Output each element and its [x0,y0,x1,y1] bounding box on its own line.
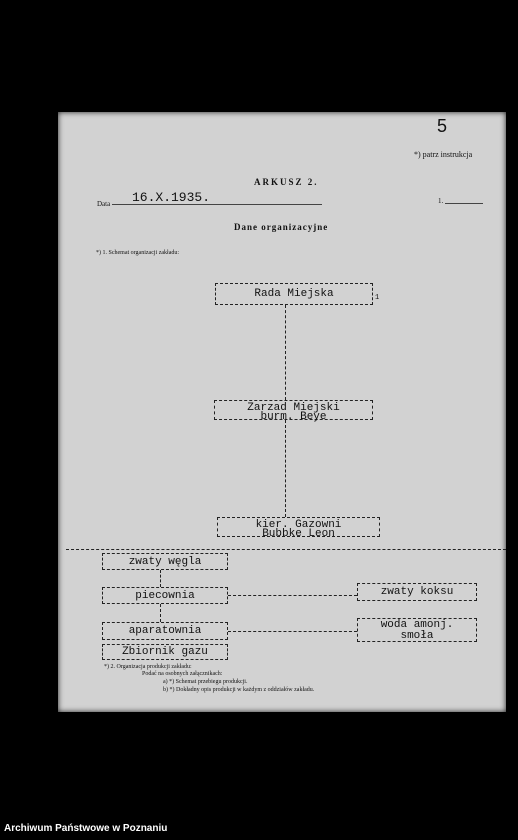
connector-rada-zarzad [285,305,286,400]
instruction-note: *) patrz instrukcja [414,150,473,159]
zwaty-wegla-box [102,553,228,570]
section-separator [66,549,506,550]
zbiornik-label: Zbiornik gazu [122,646,208,658]
zarzad-miejski-box [214,400,373,423]
date-value: 16.X.1935. [132,190,211,205]
item2-sub: Podać na osobnych załącznikach: [142,671,223,677]
sheet-title: ARKUSZ 2. [254,177,319,187]
woda-smola-box [357,618,477,642]
rada-mark: 1 [375,294,380,302]
connector-wegiel-piec [160,570,161,587]
item1-label: *) 1. Schemat organizacji zakładu: [96,250,180,256]
piecownia-label: piecownia [135,590,195,602]
item2-label: *) 2. Organizacja produkcji zakładu: [104,664,192,670]
zwaty-koksu-label: zwaty koksu [380,586,454,598]
item2-a: a) *) Schemat przebiegu produkcji. [163,679,248,685]
item2-b: b) *) Dokładny opis produkcji w każdym z oddziałów zakładu. [163,687,315,693]
zwaty-wegla-label: zwaty węgla [128,556,202,568]
date-underline [112,204,322,205]
zarzad-line1: Zarzad Miejski [247,402,340,414]
piecownia-box [102,587,228,604]
zwaty-koksu-box [357,583,477,601]
connector-aparat-woda [228,631,357,632]
page-number: 5 [437,116,448,136]
kier-line1: kier. Gazowni [255,519,342,531]
date-label: Data [97,200,111,208]
rada-miejska-box [215,283,373,305]
archive-caption: Archiwum Państwowe w Poznaniu [4,823,168,834]
rada-miejska-label: Rada Miejska [254,288,334,300]
connector-piec-aparat [160,604,161,622]
connector-piec-koks [228,595,357,596]
right-field-label: 1. [438,197,444,205]
aparatownia-box [102,622,228,640]
connector-zarzad-kier [285,420,286,517]
section-title: Dane organizacyjne [234,222,329,232]
kier-line2: Bubbke Leon [262,528,335,540]
zbiornik-box [102,644,228,660]
zarzad-line2: burm. Beye [260,411,327,423]
woda-line1: woda amonj. [380,619,454,631]
aparatownia-label: aparatownia [128,625,202,637]
kierownik-box [217,517,380,540]
right-field-underline [445,203,483,204]
woda-line2: smoła [400,630,434,642]
